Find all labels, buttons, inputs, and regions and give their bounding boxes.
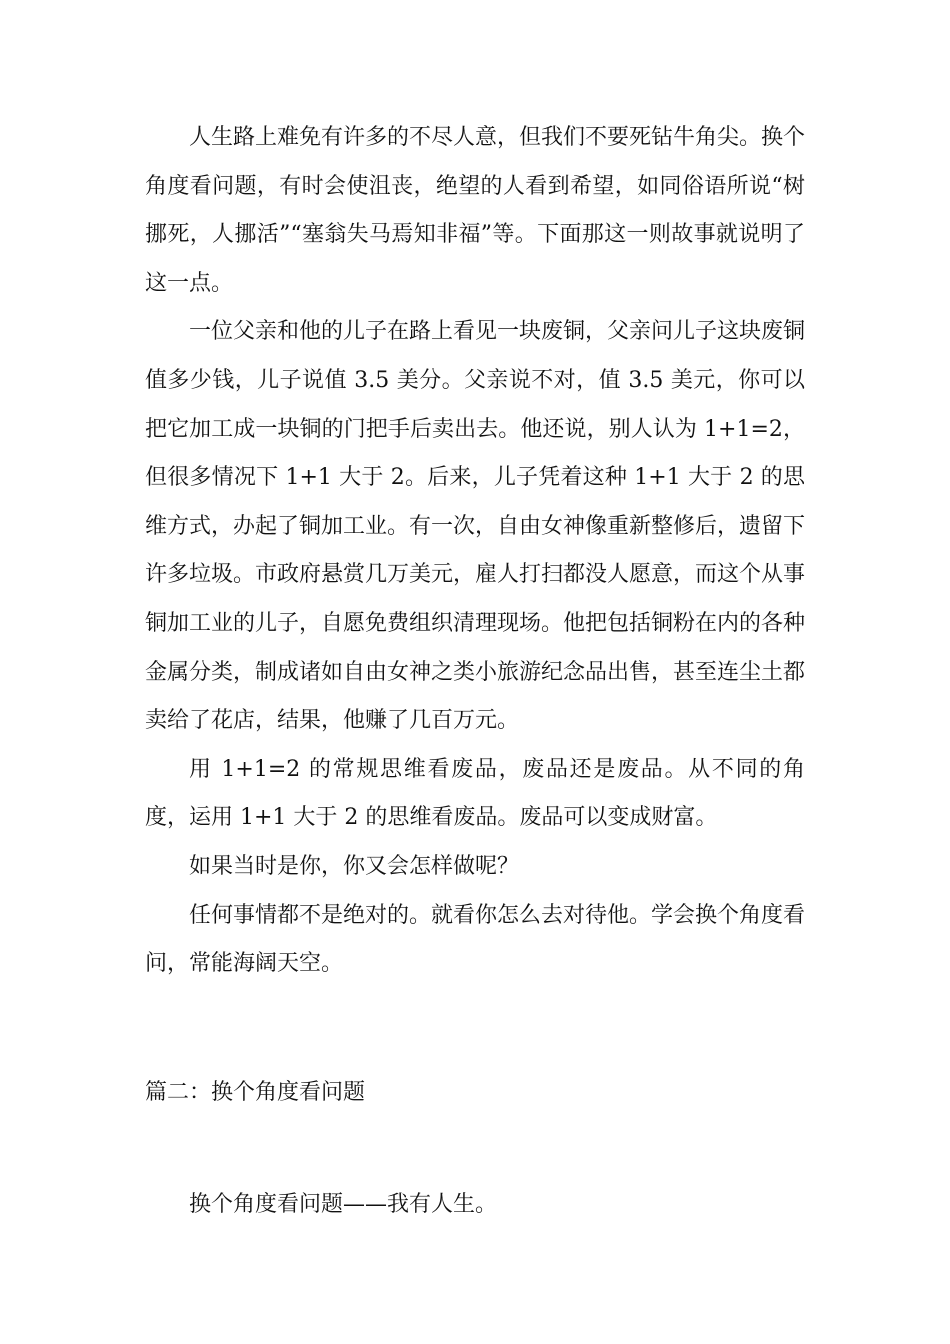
section-subheading: 换个角度看问题——我有人生。 <box>189 1192 498 1217</box>
paragraph-summary: 任何事情都不是绝对的。就看你怎么去对待他。学会换个角度看问，常能海阔天空。 <box>145 902 806 977</box>
document-body <box>145 114 806 1217</box>
paragraph-story: 一位父亲和他的儿子在路上看见一块废铜，父亲问儿子这块废铜值多少钱，儿子说值 3.5 美分。父亲说不对，值 3.5 美元，你可以把它加工成一块铜的门把手后卖出去。他还说，别人认为 1+1=2，但很多情况下 1+1 大于 2。后来，儿子凭着这种 1+1 大于 2 的思维方式，办起了铜加工业。有一次，自由女神像重新整修后，遗留下许多垃圾。市政府悬赏几万美元，雇人打扫都没人愿意，而这个从事铜加工业的儿子，自愿免费组织清理现场。他把包括铜粉在内的各种金属分类，制成诸如自由女神之类小旅游纪念品出售，甚至连尘土都卖给了花店，结果，他赚了几百万元。 <box>145 319 806 734</box>
paragraph-intro: 人生路上难免有许多的不尽人意，但我们不要死钻牛角尖。换个角度看问题，有时会使沮丧，绝望的人看到希望，如同俗语所说“树挪死，人挪活”“塞翁失马焉知非福”等。下面那这一则故事就说明了这一点。 <box>145 125 806 296</box>
paragraph-question: 如果当时是你，你又会怎样做呢？ <box>189 853 520 879</box>
paragraph-conclusion: 用 1+1=2 的常规思维看废品，废品还是废品。从不同的角度，运用 1+1 大于 2 的思维看废品。废品可以变成财富。 <box>145 756 805 831</box>
section-heading: 篇二：换个角度看问题 <box>145 1080 366 1105</box>
